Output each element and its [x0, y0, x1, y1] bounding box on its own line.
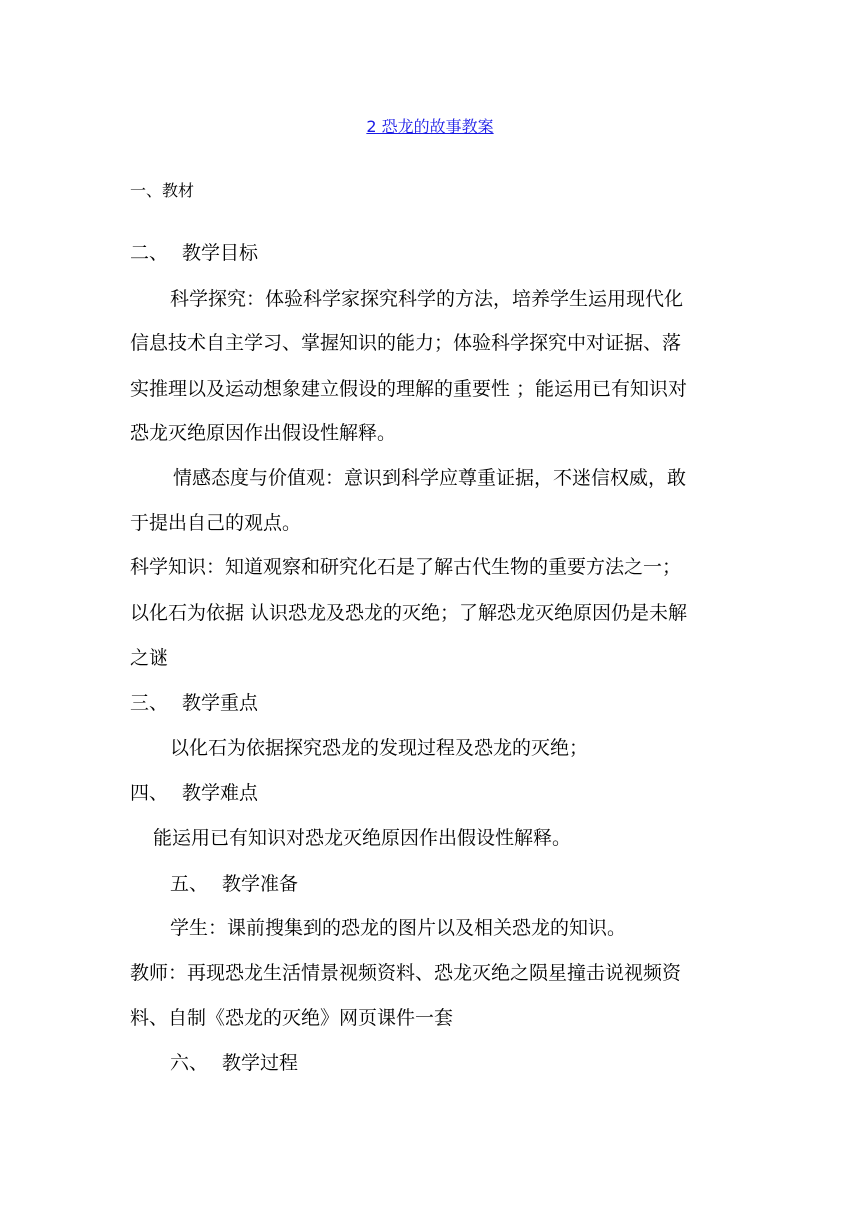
section-2-heading: [130, 240, 740, 266]
section-2-number: 二、: [130, 242, 169, 264]
section-4-heading: [130, 780, 740, 806]
prep-students-text: 学生：课前搜集到的恐龙的图片以及相关恐龙的知识。: [170, 917, 627, 939]
goal-knowledge-line-3: 之谜: [130, 647, 169, 669]
goal-science-inquiry-line-4: 恐龙灭绝原因作出假设性解释。: [130, 422, 397, 444]
section-5-number: 五、: [170, 873, 209, 895]
section-3-number: 三、: [130, 692, 169, 714]
section-5-heading: [170, 871, 780, 897]
section-3-label: 教学重点: [182, 692, 259, 714]
section-5-label: 教学准备: [222, 873, 299, 895]
section-6-number: 六、: [170, 1052, 209, 1074]
goal-science-inquiry-line-3: 实推理以及运动想象建立假设的理解的重要性 ；能运用已有知识对: [130, 378, 688, 400]
goal-emotion-line-1: 情感态度与价值观：意识到科学应尊重证据，不迷信权威，敢: [173, 467, 687, 489]
prep-teacher-line-1: 教师：再现恐龙生活情景视频资料、恐龙灭绝之陨星撞击说视频资: [130, 962, 682, 984]
section-2-label: 教学目标: [182, 242, 259, 264]
goal-science-inquiry-line-2: 信息技术自主学习、掌握知识的能力；体验科学探究中对证据、落: [130, 332, 682, 354]
section-4-number: 四、: [130, 782, 169, 804]
prep-teacher-line-2: 料、自制《恐龙的灭绝》网页课件一套: [130, 1007, 454, 1029]
document-title[interactable]: 2 恐龙的故事教案: [366, 117, 494, 136]
section-1-heading: 一、教材: [130, 181, 195, 200]
section-6-label: 教学过程: [222, 1052, 299, 1074]
difficulty-text: 能运用已有知识对恐龙灭绝原因作出假设性解释。: [153, 827, 572, 849]
goal-knowledge-line-2: 以化石为依据 认识恐龙及恐龙的灭绝；了解恐龙灭绝原因仍是未解: [130, 602, 688, 624]
section-6-heading: [170, 1050, 780, 1076]
goal-knowledge-line-1: 科学知识：知道观察和研究化石是了解古代生物的重要方法之一；: [130, 556, 682, 578]
key-point-text: 以化石为依据探究恐龙的发现过程及恐龙的灭绝；: [170, 737, 589, 759]
goal-science-inquiry-line-1: 科学探究：体验科学家探究科学的方法，培养学生运用现代化: [170, 288, 684, 310]
section-3-heading: [130, 690, 740, 716]
section-4-label: 教学难点: [182, 782, 259, 804]
goal-emotion-line-2: 于提出自己的观点。: [130, 512, 302, 534]
